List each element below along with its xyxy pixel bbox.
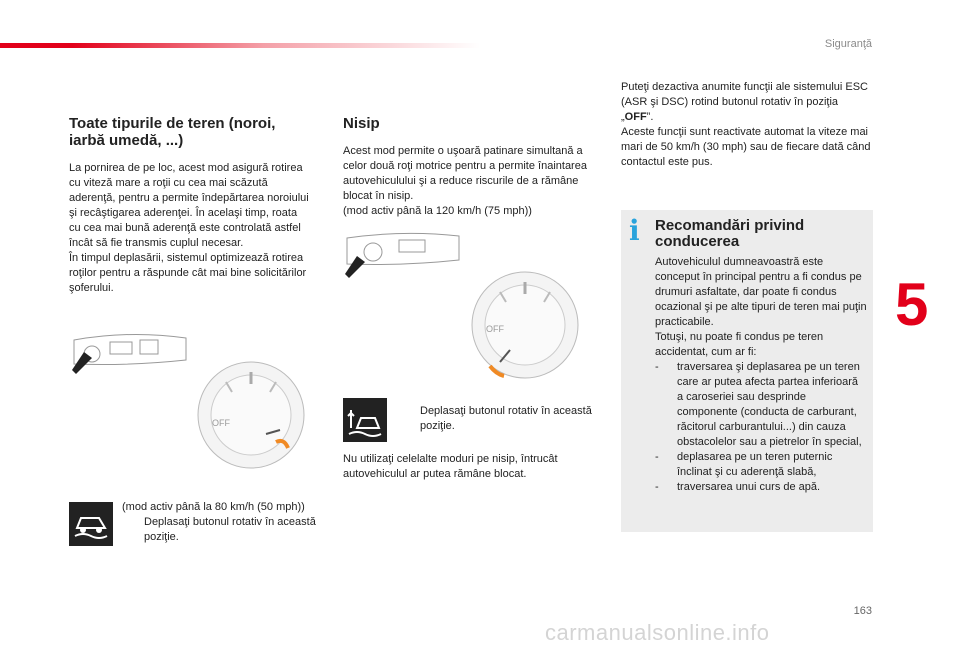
sand-mode-caption [398, 404, 598, 434]
sand-mode-icon [343, 398, 387, 442]
all-terrain-body: La pornirea de pe loc, acest mod asigură rotirea cu viteză mare a roţii cu cea mai scăzută aderenţă, pentru a permite îndepărtarea noroiului şi recâştigarea aderenţei. În acelaşi timp, roata cu cea mai bună aderenţă este controlată astfel încât să fie transmis cuplul necesar. În timpul deplasării, sistemul optimizează rotirea roţilor pentru a răspunde cât mai bine solicitărilor şoferului. [69, 162, 309, 294]
sand-heading: Nisip [343, 115, 380, 132]
info-icon: i [629, 214, 640, 247]
list-item-text: traversarea unui curs de apă. [677, 481, 821, 493]
esc-note-text [621, 80, 871, 170]
sand-warning: Nu utilizaţi celelalte moduri pe nisip, întrucât autovehiculul ar putea rămâne blocat. [343, 453, 558, 480]
list-dash: - [655, 361, 659, 373]
sand-mode-instruction-text: Deplasaţi butonul rotativ în această poziţie. [420, 405, 592, 432]
dial-off-label: OFF [486, 324, 504, 334]
list-item [655, 360, 867, 450]
watermark: carmanualsonline.info [545, 620, 770, 645]
esc-note-off: OFF [624, 111, 647, 123]
list-dash: - [655, 481, 659, 493]
dial-off-label: OFF [212, 418, 230, 428]
all-terrain-section [69, 115, 309, 296]
recommendations-list [655, 360, 867, 495]
list-item [655, 480, 867, 495]
list-item [655, 450, 867, 480]
dashboard-illustration-sand [343, 230, 463, 280]
sand-section [343, 115, 603, 219]
list-item-text: deplasarea pe un teren puternic înclinat şi cu aderenţă slabă, [677, 451, 833, 478]
esc-note-part2: ”. Aceste funcţii sunt reactivate automat la viteze mai mari de 50 km/h (30 mph) sau de fiecare dată când contactul este pus. [621, 111, 871, 168]
sand-body: Acest mod permite o uşoară patinare simultană a celor două roţi motrice pentru a permite înaintarea autovehiculului şi a reduce riscurile de a rămâne blocat în nisip. (mod activ până la 120 km/h (75 mph)) [343, 145, 587, 217]
mud-mode-icon [69, 502, 113, 546]
dashboard-illustration [70, 330, 190, 376]
mud-mode-caption [122, 500, 332, 545]
mud-mode-speed-note: (mod activ până la 80 km/h (50 mph)) [122, 501, 305, 513]
recommendations-body: Autovehiculul dumneavoastră este conceput în principal pentru a fi condus pe drumuri asfaltate, dar poate fi condus ocazional şi pe alte tipuri de teren mai puţin practicabile. Totuşi, nu poate fi condus pe teren accidentat, cum ar fi: [655, 256, 867, 358]
driving-recommendations-box [621, 210, 873, 532]
esc-deactivation-note [621, 80, 871, 170]
mud-mode-instruction-text: Deplasaţi butonul rotativ în această poziţie. [144, 516, 316, 543]
terrain-dial-mud [196, 360, 306, 470]
mud-mode-instruction [122, 515, 332, 545]
section-title: Siguranţă [824, 38, 872, 50]
recommendations-title: Recomandări privind conducerea [655, 217, 805, 250]
list-item-text: traversarea şi deplasarea pe un teren care ar putea afecta partea inferioară a caroseriei sau desprinde componente (conducta de carburant, răcitorul carburantului...) din cauza obstacolelor sau a pietrelor în special, [677, 361, 862, 448]
page-number: 163 [853, 605, 872, 617]
all-terrain-heading: Toate tipurile de teren (noroi, iarbă umedă, ...) [69, 115, 276, 149]
recommendations-text [655, 255, 867, 495]
terrain-dial-sand [470, 270, 580, 380]
header-accent-bar [0, 43, 480, 48]
list-dash: - [655, 451, 659, 463]
sand-mode-instruction [398, 404, 598, 434]
chapter-number: 5 [895, 271, 929, 338]
esc-note-part1: Puteţi dezactiva anumite funcţii ale sistemului ESC (ASR şi DSC) rotind butonul rotativ în poziţia „ [621, 81, 869, 123]
